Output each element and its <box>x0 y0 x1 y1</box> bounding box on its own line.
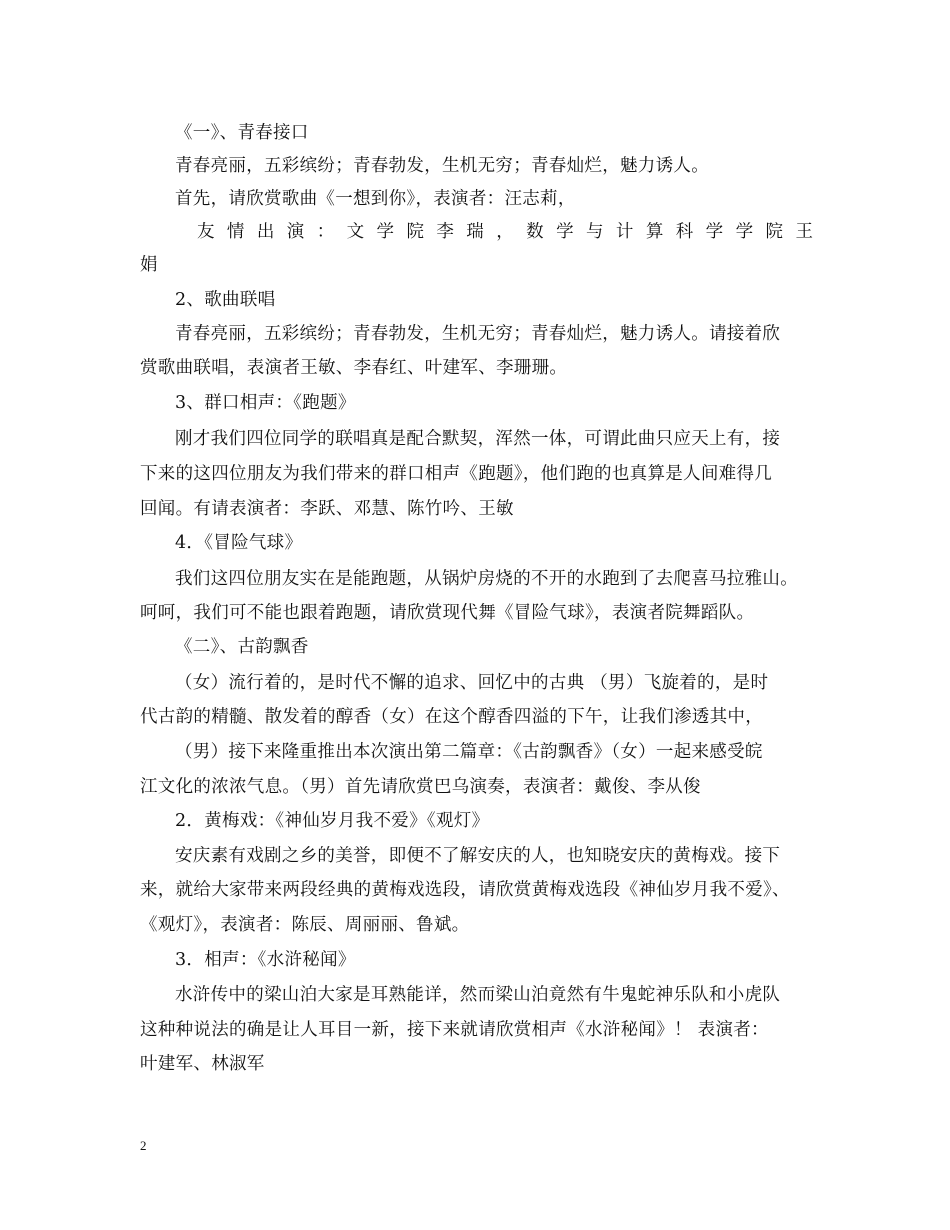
paragraph-line: 代古韵的精髓、散发着的醇香（女）在这个醇香四溢的下午，让我们渗透其中， <box>140 707 763 727</box>
spread-char: 演 <box>286 222 305 242</box>
spread-char: 学 <box>735 222 754 242</box>
paragraph-line: 刚才我们四位同学的联唱真是配合默契，浑然一体，可谓此曲只应天上有，接 <box>175 429 781 449</box>
item-heading: 3．相声：《水浒秘闻》 <box>175 950 356 970</box>
page-number: 2 <box>140 1138 147 1153</box>
section-heading-2: 《二》、古韵飘香 <box>175 637 309 657</box>
spread-char: 院 <box>406 222 424 242</box>
spread-char: ： <box>316 222 335 242</box>
spread-char: 瑞 <box>466 222 484 242</box>
spread-char: 情 <box>226 222 245 242</box>
paragraph-line: 首先，请欣赏歌曲《一想到你》，表演者：汪志莉， <box>175 189 576 209</box>
spread-char: 学 <box>705 222 724 242</box>
paragraph-line: 这种种说法的确是让人耳目一新，接下来就请欣赏相声《水浒秘闻》！ 表演者： <box>140 1020 769 1040</box>
paragraph-line: 水浒传中的梁山泊大家是耳熟能详，然而梁山泊竟然有牛鬼蛇神乐队和小虎队 <box>175 985 781 1005</box>
paragraph-line: 回闻。有请表演者：李跃、邓慧、陈竹吟、王敏 <box>140 499 514 519</box>
paragraph-line: 下来的这四位朋友为我们带来的群口相声《跑题》，他们跑的也真算是人间难得几 <box>140 464 773 484</box>
spread-char: 科 <box>675 222 694 242</box>
paragraph-line: （男）接下来隆重推出本次演出第二篇章：《古韵飘香》（女）一起来感受皖 <box>175 742 763 762</box>
paragraph-line: 赏歌曲联唱，表演者王敏、李春红、叶建军、李珊珊。 <box>140 358 568 378</box>
item-heading: 3、群口相声：《跑题》 <box>175 393 356 413</box>
paragraph-line: 娟 <box>140 255 158 275</box>
spread-char: 计 <box>615 222 634 242</box>
paragraph-line: 来，就给大家带来两段经典的黄梅戏选段，请欣赏黄梅戏选段《神仙岁月我不爱》、 <box>140 880 790 900</box>
paragraph-line: 江文化的浓浓气息。（男）首先请欣赏巴乌演奏，表演者：戴俊、李从俊 <box>140 777 701 797</box>
paragraph-line: 叶建军、林淑军 <box>140 1054 265 1074</box>
spread-char: 文 <box>346 222 365 242</box>
paragraph-line-justified <box>197 220 813 244</box>
spread-char: 算 <box>645 222 664 242</box>
spread-char: 友 <box>197 222 215 242</box>
paragraph-line: 安庆素有戏剧之乡的美誉，即便不了解安庆的人，也知晓安庆的黄梅戏。接下 <box>175 846 781 866</box>
spread-char: 学 <box>376 222 395 242</box>
paragraph-line: 青春亮丽，五彩缤纷；青春勃发，生机无穷；青春灿烂，魅力诱人。请接着欣 <box>175 324 781 344</box>
paragraph-line: （女）流行着的，是时代不懈的追求、回忆中的古典 （男）飞旋着的，是时 <box>175 673 769 693</box>
paragraph-line: 呵呵，我们可不能也跟着跑题，请欣赏现代舞《冒险气球》，表演者院舞蹈队。 <box>140 603 755 623</box>
spread-char: 院 <box>765 222 784 242</box>
section-heading-1: 《一》、青春接口 <box>175 123 309 143</box>
spread-char: ， <box>496 222 514 242</box>
spread-char: 与 <box>585 222 604 242</box>
spread-char: 出 <box>256 222 275 242</box>
spread-char: 王 <box>795 222 813 242</box>
paragraph-line: 《观灯》，表演者：陈辰、周丽丽、鲁斌。 <box>140 915 470 935</box>
paragraph-line: 我们这四位朋友实在是能跑题，从锅炉房烧的不开的水跑到了去爬喜马拉雅山。 <box>175 569 798 589</box>
item-heading: 2、歌曲联唱 <box>175 290 276 310</box>
item-heading: 4．《冒险气球》 <box>175 533 303 553</box>
spread-char: 数 <box>526 222 544 242</box>
item-heading: 2．黄梅戏：《神仙岁月我不爱》《观灯》 <box>175 811 490 831</box>
paragraph-line: 青春亮丽，五彩缤纷；青春勃发，生机无穷；青春灿烂，魅力诱人。 <box>175 156 709 176</box>
spread-char: 学 <box>556 222 574 242</box>
spread-char: 李 <box>436 222 454 242</box>
